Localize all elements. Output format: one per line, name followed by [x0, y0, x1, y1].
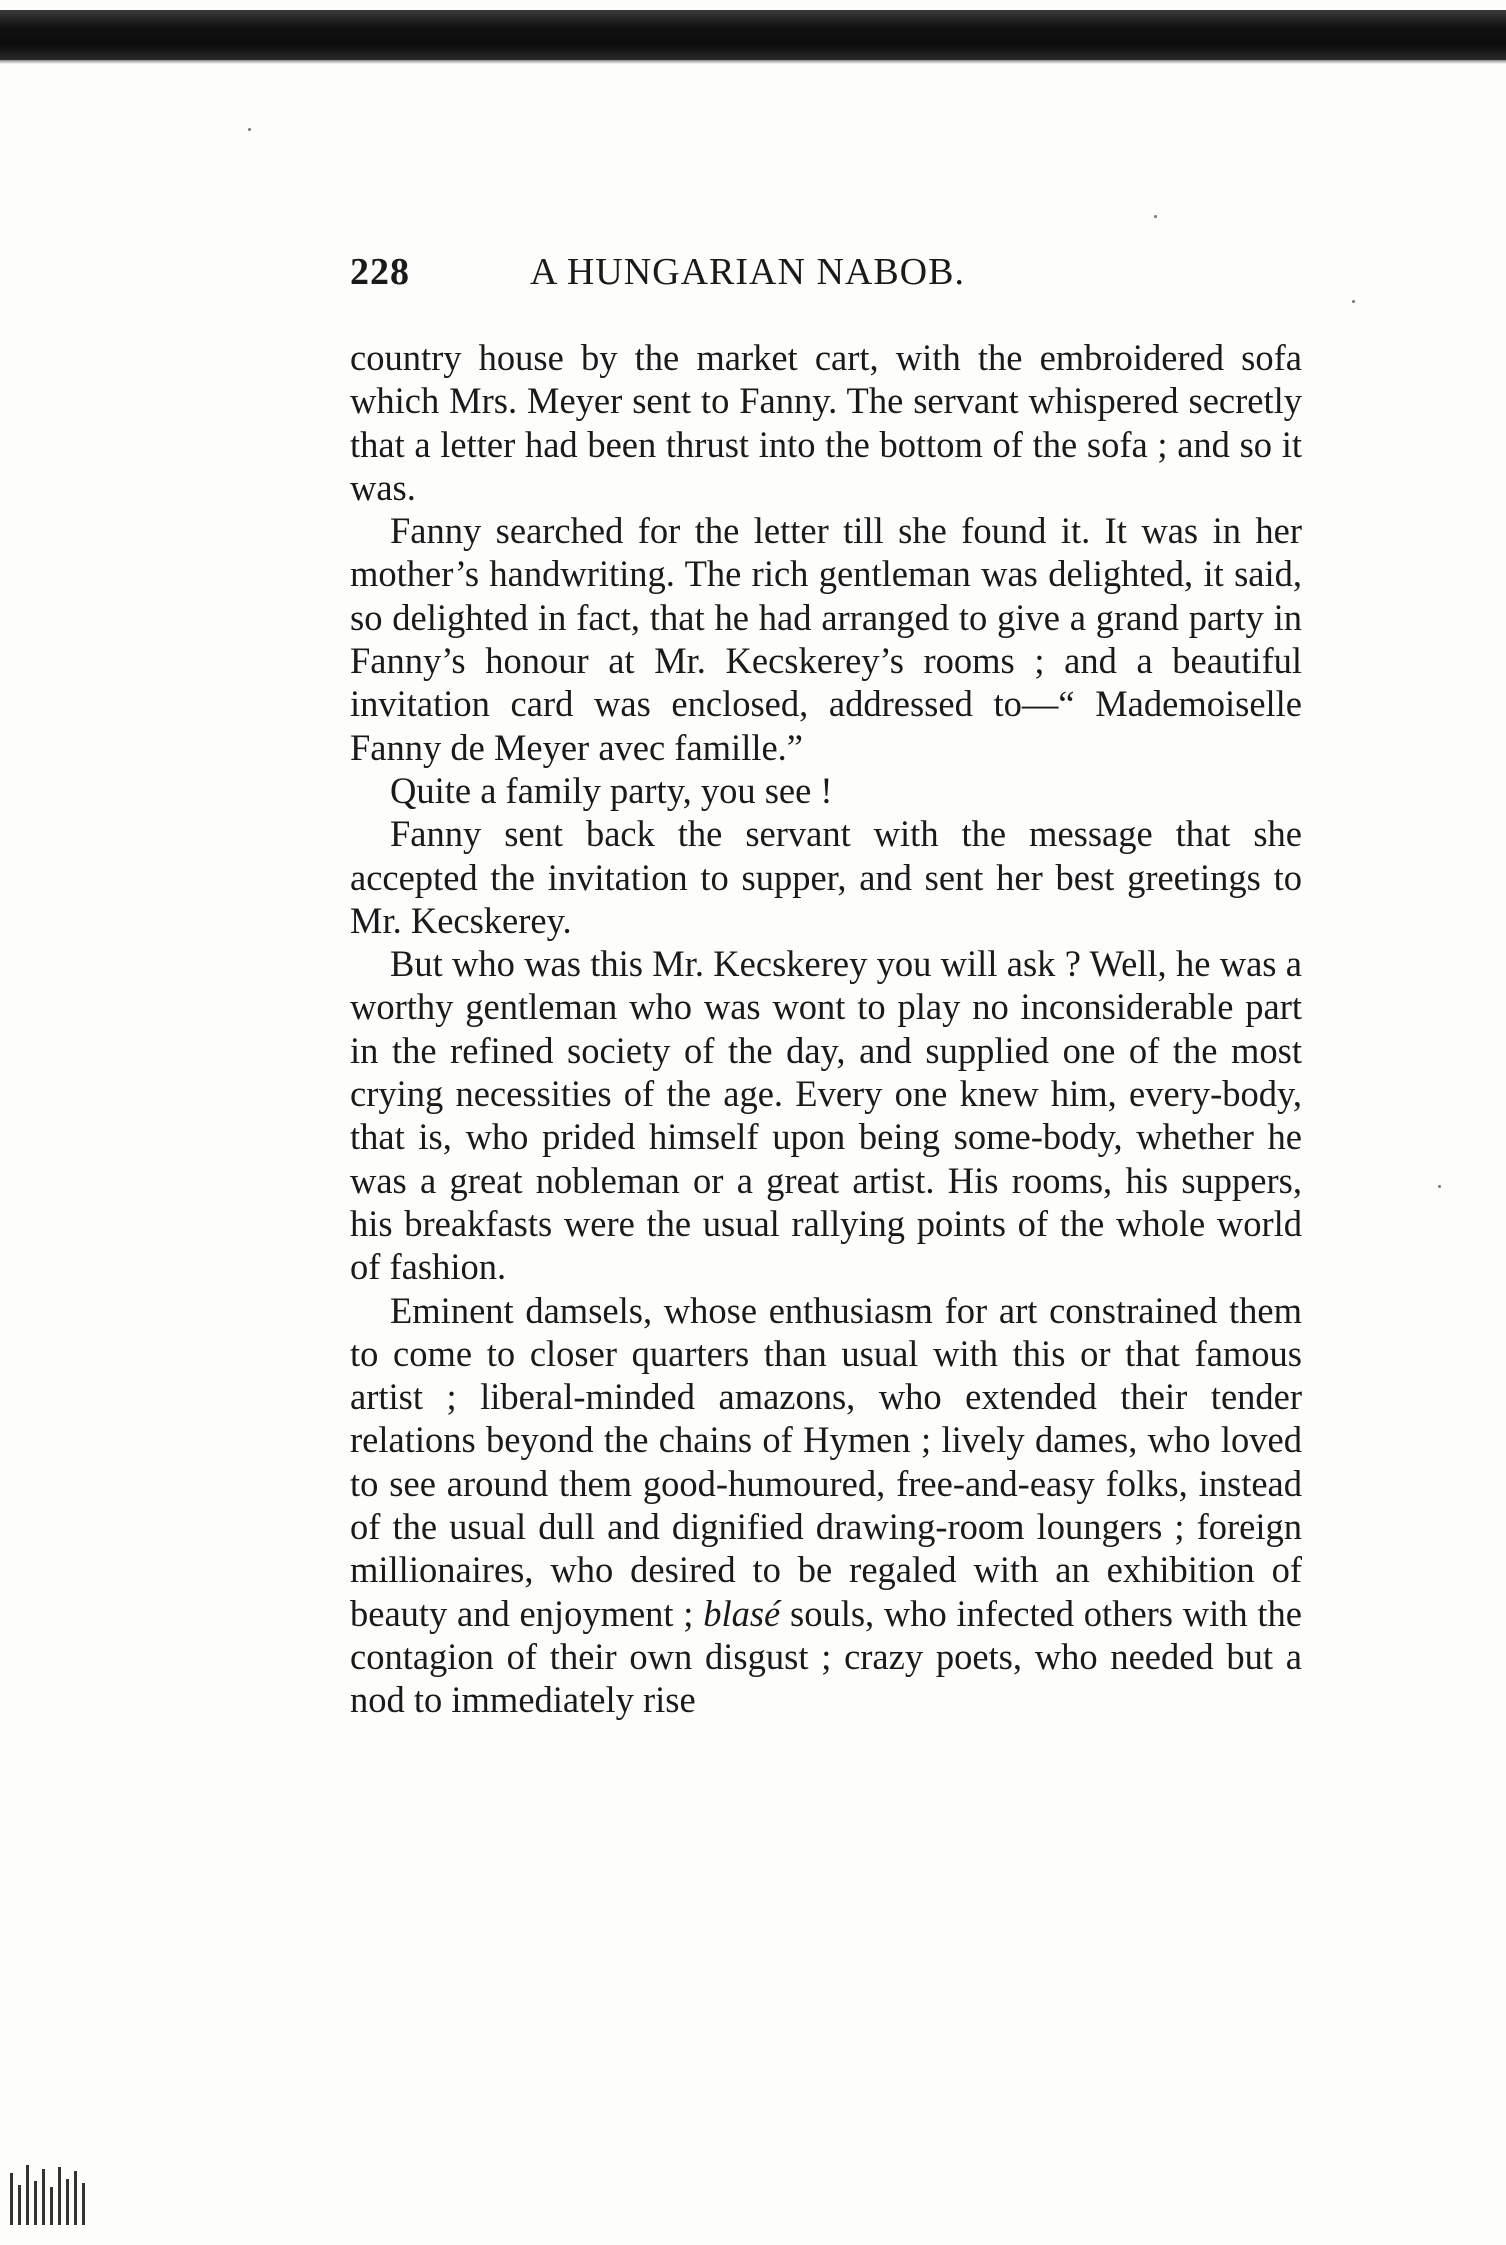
- paragraph: But who was this Mr. Kecskerey you will ask ? Well, he was a worthy gentleman who was wont to play no inconsiderable part in the refined society of the day, and supplied one of the most crying necessities of the age. Every one knew him, every-body, that is, who prided himself upon being some-body, whether he was a great nobleman or a great artist. His rooms, his suppers, his breakfasts were the usual rallying points of the whole world of fashion.: [350, 943, 1302, 1288]
- running-title: A HUNGARIAN NABOB.: [530, 251, 965, 293]
- paper-speck: [1154, 215, 1157, 218]
- paper-speck: [248, 128, 251, 131]
- running-head: [350, 240, 1302, 300]
- paragraph: country house by the market cart, with the embroidered sofa which Mrs. Meyer sent to Fanny. The servant whispered secretly that a letter had been thrust into the bottom of the sofa ; and so it was.: [350, 337, 1302, 508]
- paper-speck: [1438, 1185, 1441, 1188]
- paragraph: Eminent damsels, whose enthusiasm for art constrained them to come to closer quarters than usual with this or that famous artist ; liberal-minded amazons, who extended their tender relations beyond the chains of Hymen ; lively dames, who loved to see around them good-humoured, free-and-easy folks, instead of the usual dull and dignified drawing-room loungers ; foreign millionaires, who desired to be regaled with an exhibition of beauty and enjoyment ; blasé souls, who infected others with the contagion of their own disgust ; crazy poets, who needed but a nod to immediately rise: [350, 1289, 1302, 1721]
- paragraph: Fanny searched for the letter till she found it. It was in her mother’s handwriting. The rich gentleman was delighted, it said, so delighted in fact, that he had arranged to give a grand party in Fanny’s honour at Mr. Kecskerey’s rooms ; and a beautiful invitation card was enclosed, addressed to—“ Mademoiselle Fanny de Meyer avec famille.”: [350, 510, 1302, 768]
- body-text: [350, 336, 1302, 1722]
- scan-edge-shadow: [0, 60, 1506, 64]
- binding-barcode: [10, 2165, 85, 2225]
- page-number: 228: [350, 251, 410, 293]
- book-page: [350, 240, 1302, 1722]
- paper-speck: [1352, 300, 1355, 303]
- paragraph: Fanny sent back the servant with the message that she accepted the invitation to supper, and sent her best greetings to Mr. Kecskerey.: [350, 813, 1302, 941]
- scan-edge-bar: [0, 10, 1506, 60]
- paragraph: Quite a family party, you see !: [390, 769, 833, 811]
- italic-word: blasé: [703, 1592, 781, 1634]
